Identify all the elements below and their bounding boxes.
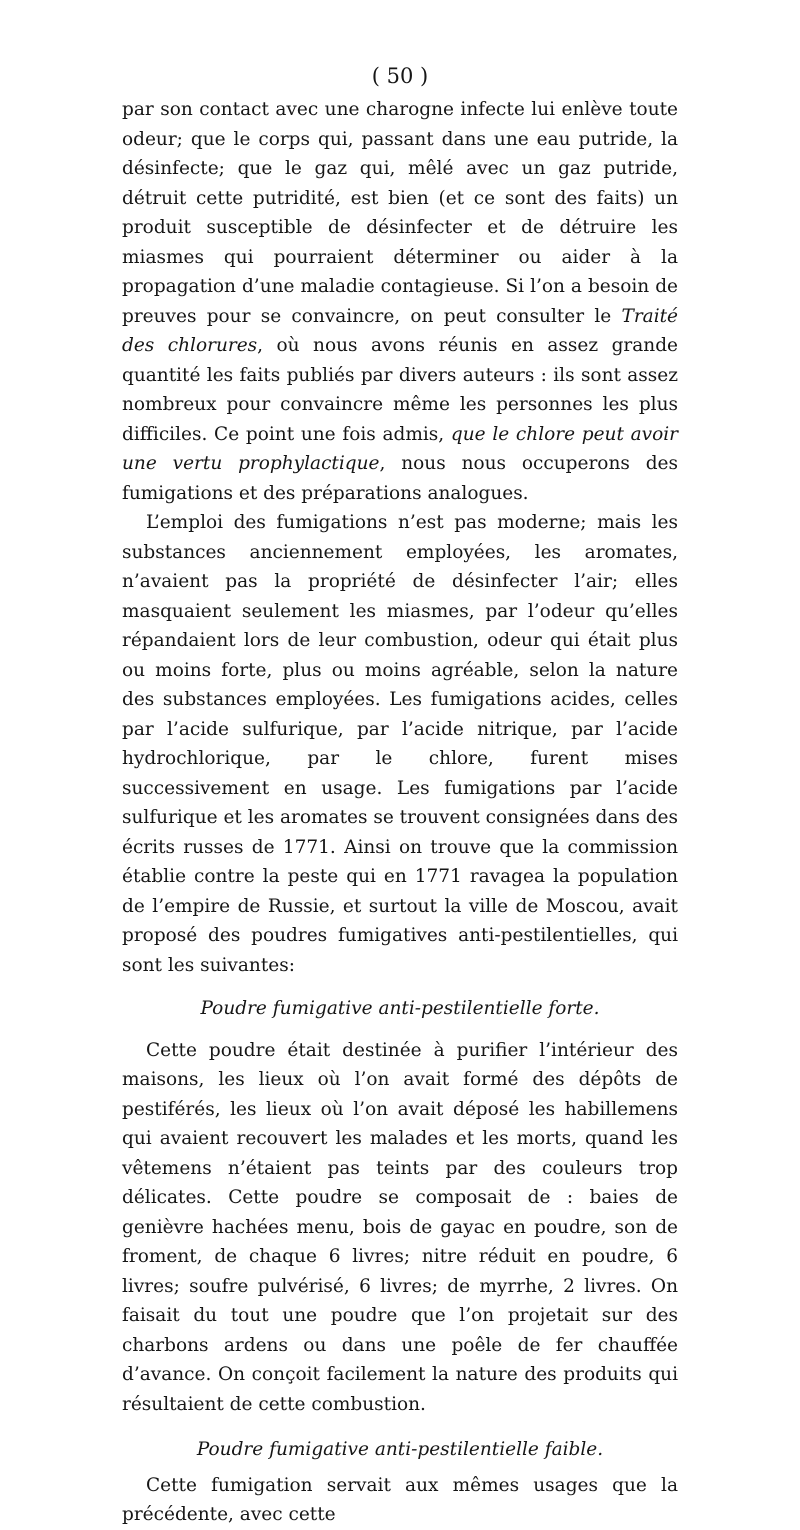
- paragraph-fumigations-history: L’emploi des fumigations n’est pas moderne; mais les substances anciennement employées, les aromates, n’avaient pas la propriété de désinfecter l’air; elles masquaient seulement les miasmes, par l’odeur qu’elles répandaient lors de leur combustion, odeur qui était plus ou moins forte, plus ou moins agréable, selon la nature des substances employées. Les fumigations acides, celles par l’acide sulfurique, par l’acide nitrique, par l’acide hydrochlorique, par le chlore, furent mises successivement en usage. Les fumigations par l’acide sulfurique et les aromates se trouvent consignées dans des écrits russes de 1771. Ainsi on trouve que la commission établie contre la peste qui en 1771 ravagea la population de l’empire de Russie, et surtout la ville de Moscou, avait proposé des poudres fumigatives anti-pestilentielles, qui sont les suivantes:: [122, 512, 678, 976]
- paragraph-text: par son contact avec une charogne infecte lui enlève toute odeur; que le corps qui, passant dans une eau putride, la désinfecte; que le gaz qui, mêlé avec un gaz putride, détruit cette putridité, est bien (et ce sont des faits) un produit susceptible de désinfecter et de détruire les miasmes qui pourraient déterminer ou aider à la propagation d’une maladie contagieuse. Si l’on a besoin de preuves pour se convaincre, on peut consulter le: [122, 99, 678, 327]
- section-heading-forte: Poudre fumigative anti-pestilentielle forte.: [200, 998, 600, 1019]
- paragraph-poudre-faible: Cette fumigation servait aux mêmes usages que la précédente, avec cette: [122, 1474, 678, 1525]
- paragraph-text: , où nous avons réunis en assez grande quantité les faits publiés par divers auteurs : ils sont assez nombreux pour convaincre même les personnes les plus difficiles. Ce point une fois admis,: [122, 335, 678, 445]
- italic-claim: que le chlore peut avoir une vertu prophylactique: [122, 423, 679, 474]
- paragraph-continuation: [122, 95, 678, 508]
- section-heading-faible: Poudre fumigative anti-pestilentielle faible.: [196, 1439, 604, 1460]
- page-body: [122, 95, 678, 1530]
- book-title-italic: Traité des chlorures: [122, 305, 678, 356]
- paragraph-poudre-forte: Cette poudre était destinée à purifier l’intérieur des maisons, les lieux où l’on avait formé des dépôts de pestiférés, les lieux où l’on avait déposé les habillemens qui avaient recouvert les malades et les morts, quand les vêtemens n’étaient pas teints par des couleurs trop délicates. Cette poudre se composait de : baies de genièvre hachées menu, bois de gayac en poudre, son de froment, de chaque 6 livres; nitre réduit en poudre, 6 livres; soufre pulvérisé, 6 livres; de myrrhe, 2 livres. On faisait du tout une poudre que l’on projetait sur des charbons ardens ou dans une poêle de fer chauffée d’avance. On conçoit facilement la nature des produits qui résultaient de cette combustion.: [122, 1039, 678, 1415]
- paragraph-text: , nous nous occuperons des fumigations et des préparations analogues.: [122, 453, 678, 504]
- page-number: ( 50 ): [371, 64, 429, 88]
